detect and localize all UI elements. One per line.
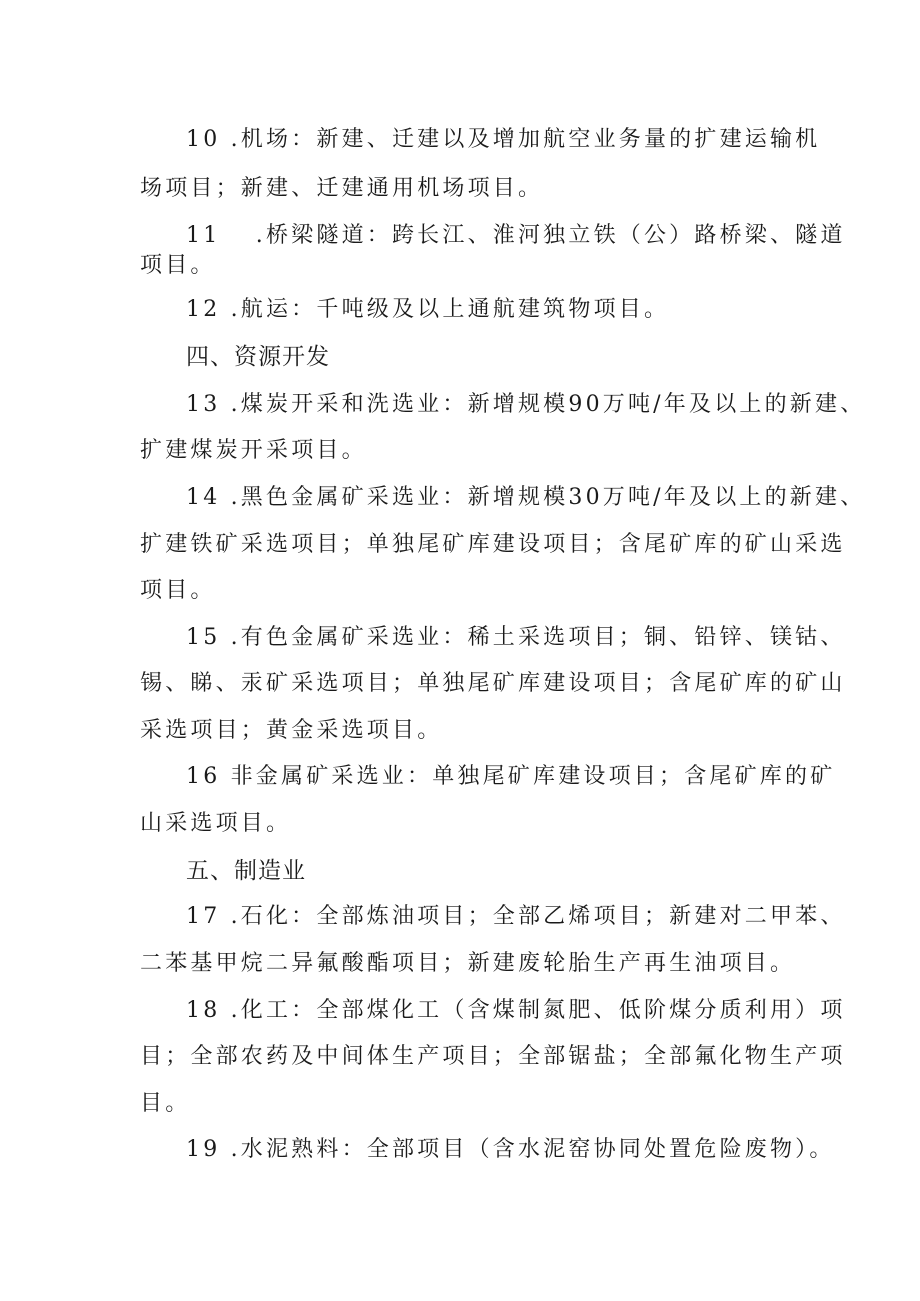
item-10-line-2: 场项目；新建、迁建通用机场项目。 — [140, 176, 544, 201]
item-17-line-2: 二苯基甲烷二异氟酸酯项目；新建废轮胎生产再生油项目。 — [140, 951, 796, 976]
item-15-line-3: 采选项目；黄金采选项目。 — [140, 718, 443, 743]
item-15-line-2: 锡、睇、汞矿采选项目；单独尾矿库建设项目；含尾矿库的矿山 — [140, 671, 846, 696]
item-11-line-2: 项目。 — [140, 253, 216, 278]
item-19-line-1: 19 .水泥熟料：全部项目（含水泥窑协同处置危险废物）。 — [186, 1137, 835, 1162]
item-18-line-1: 18 .化工：全部煤化工（含煤制氮肥、低阶煤分质利用）项 — [186, 998, 846, 1023]
item-13-line-2: 扩建煤炭开采项目。 — [140, 438, 367, 463]
item-16-line-1: 16 非金属矿采选业：单独尾矿库建设项目；含尾矿库的矿 — [186, 764, 836, 789]
item-18-line-2: 目；全部农药及中间体生产项目；全部锯盐；全部氟化物生产项 — [140, 1044, 846, 1069]
item-14-line-1: 14 .黑色金属矿采选业：新增规模30万吨/年及以上的新建、 — [186, 485, 866, 510]
item-10-line-1: 10 .机场：新建、迁建以及增加航空业务量的扩建运输机 — [186, 127, 821, 152]
item-15-line-1: 15 .有色金属矿采选业：稀土采选项目；铜、铅锌、镁钴、 — [186, 625, 846, 650]
item-11-line-1: 11 .桥梁隧道：跨长江、淮河独立铁（公）路桥梁、隧道 — [186, 223, 846, 248]
item-14-line-2: 扩建铁矿采选项目；单独尾矿库建设项目；含尾矿库的矿山采选 — [140, 532, 846, 557]
item-13-line-1: 13 .煤炭开采和洗选业：新增规模90万吨/年及以上的新建、 — [186, 392, 866, 417]
section-heading-resource: 四、资源开发 — [186, 344, 330, 370]
item-12-line-1: 12 .航运：千吨级及以上通航建筑物项目。 — [186, 297, 670, 322]
item-14-line-3: 项目。 — [140, 578, 216, 603]
item-18-line-3: 目。 — [140, 1091, 191, 1116]
item-16-line-2: 山采选项目。 — [140, 811, 292, 836]
section-heading-manufacturing: 五、制造业 — [186, 858, 306, 884]
item-17-line-1: 17 .石化：全部炼油项目；全部乙烯项目；新建对二甲苯、 — [186, 904, 846, 929]
